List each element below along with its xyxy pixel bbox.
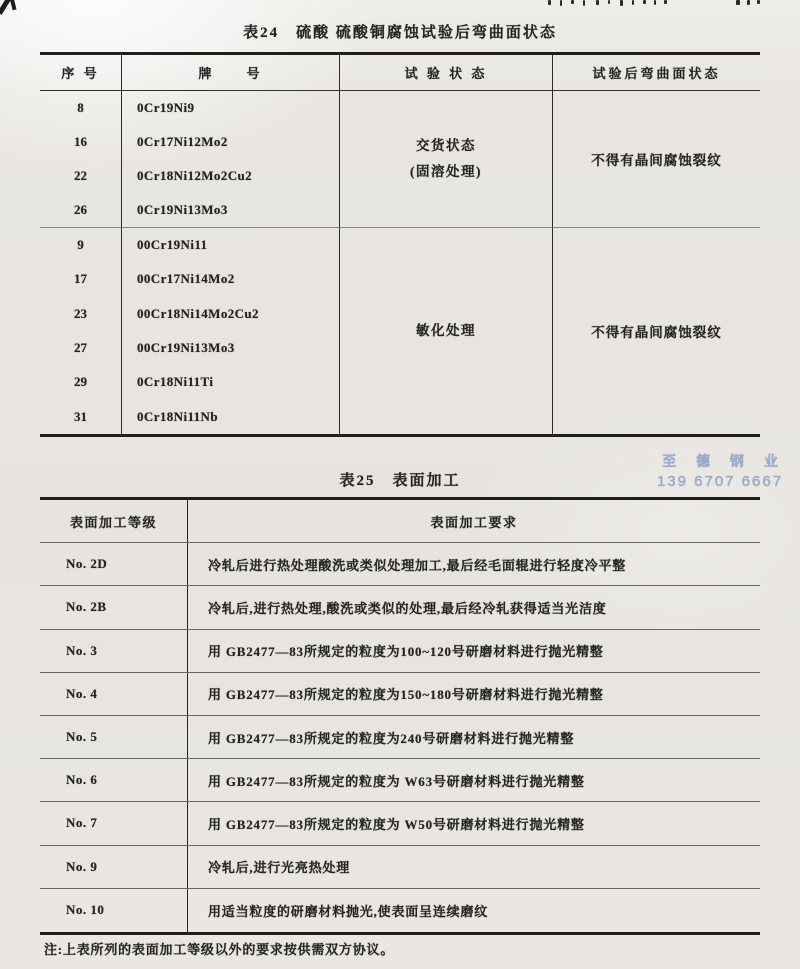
table24-header-serial: 序 号 xyxy=(40,55,122,91)
finish-grade: No. 6 xyxy=(40,759,188,801)
table-row xyxy=(40,846,760,889)
steel-grade: 0Cr18Ni11Ti xyxy=(137,374,214,390)
steel-grade: 0Cr18Ni12Mo2Cu2 xyxy=(137,168,253,183)
table-row xyxy=(40,586,760,629)
table24-group2-serials xyxy=(40,228,122,434)
table25-surface-finish xyxy=(40,497,760,935)
serial-number: 31 xyxy=(74,408,87,424)
table25-header-grade: 表面加工等级 xyxy=(40,500,188,542)
serial-number: 23 xyxy=(74,305,87,321)
table-row xyxy=(40,543,760,586)
finish-requirement: 用 GB2477—83所规定的粒度为150~180号研磨材料进行抛光精整 xyxy=(208,687,604,703)
finish-requirement: 冷轧后,进行光亮热处理 xyxy=(208,860,351,876)
finish-grade: No. 4 xyxy=(40,673,188,715)
steel-grade: 00Cr19Ni11 xyxy=(137,237,208,253)
table24-group1-test-state xyxy=(340,91,553,228)
table24-group1-result: 不得有晶间腐蚀裂纹 xyxy=(553,91,760,228)
watermark-phone-number: 139 6707 6667 xyxy=(656,473,784,490)
steel-grade: 00Cr18Ni14Mo2Cu2 xyxy=(137,305,259,321)
finish-grade: No. 9 xyxy=(40,846,188,888)
steel-grade: 00Cr19Ni13Mo3 xyxy=(137,340,235,356)
serial-number: 26 xyxy=(74,202,87,217)
finish-requirement: 用 GB2477—83所规定的粒度为 W50号研磨材料进行抛光精整 xyxy=(208,816,585,832)
steel-grade: 0Cr19Ni13Mo3 xyxy=(137,202,228,217)
table-row xyxy=(40,802,760,845)
table-row xyxy=(40,716,760,759)
table25-title: 表25 表面加工 xyxy=(339,473,461,489)
steel-grade: 0Cr19Ni9 xyxy=(137,100,195,115)
finish-requirement: 用 GB2477—83所规定的粒度为100~120号研磨材料进行抛光精整 xyxy=(208,644,604,660)
table24-title: 表24 硫酸 硫酸铜腐蚀试验后弯曲面状态 xyxy=(243,25,557,41)
serial-number: 27 xyxy=(74,340,87,356)
table-row xyxy=(40,759,760,802)
table24-group2-grades xyxy=(122,228,340,434)
table25-header-row xyxy=(40,500,760,543)
test-state-line: (固溶处理) xyxy=(410,164,482,179)
finish-requirement: 用 GB2477—83所规定的粒度为 W63号研磨材料进行抛光精整 xyxy=(208,773,585,789)
serial-number: 29 xyxy=(74,374,87,390)
table24-header-result: 试验后弯曲面状态 xyxy=(553,55,760,91)
serial-number: 22 xyxy=(74,168,87,183)
table-row xyxy=(40,889,760,932)
finish-grade: No. 10 xyxy=(40,889,188,932)
finish-grade: No. 3 xyxy=(40,630,188,672)
table24-header-test-state: 试 验 状 态 xyxy=(340,55,553,91)
table-row xyxy=(40,630,760,673)
table25-header-requirement: 表面加工要求 xyxy=(430,514,518,530)
table24-group1-serials xyxy=(40,91,122,228)
serial-number: 8 xyxy=(77,100,84,115)
test-state-line: 敏化处理 xyxy=(416,323,476,339)
finish-grade: No. 5 xyxy=(40,716,188,758)
serial-number: 17 xyxy=(74,271,87,287)
table24-group2-test-state xyxy=(340,228,553,434)
table24-group2-result: 不得有晶间腐蚀裂纹 xyxy=(591,325,722,340)
serial-number: 16 xyxy=(74,134,87,149)
finish-grade: No. 2D xyxy=(40,543,188,585)
serial-number: 9 xyxy=(77,237,84,253)
table24-corrosion-test xyxy=(40,52,760,437)
finish-requirement: 冷轧后进行热处理酸洗或类似处理加工,最后经毛面辊进行轻度冷平整 xyxy=(208,557,627,573)
finish-requirement: 用适当粒度的研磨材料抛光,使表面呈连续磨纹 xyxy=(208,903,489,919)
table24-group1-grades xyxy=(122,91,340,228)
table24-header-grade: 牌 号 xyxy=(122,55,340,91)
watermark-company-name: 至 德 钢 业 xyxy=(662,453,786,469)
finish-requirement: 冷轧后,进行热处理,酸洗或类似的处理,最后经冷轧获得适当光洁度 xyxy=(208,600,607,616)
steel-grade: 0Cr18Ni11Nb xyxy=(137,408,218,424)
finish-grade: No. 7 xyxy=(40,802,188,844)
finish-requirement: 用 GB2477—83所规定的粒度为240号研磨材料进行抛光精整 xyxy=(208,730,575,746)
table25-footnote: 注:上表所列的表面加工等级以外的要求按供需双方协议。 xyxy=(44,942,395,957)
steel-grade: 0Cr17Ni12Mo2 xyxy=(137,134,228,149)
table-row xyxy=(40,673,760,716)
finish-grade: No. 2B xyxy=(40,586,188,628)
test-state-line: 交货状态 xyxy=(416,138,476,154)
steel-grade: 00Cr17Ni14Mo2 xyxy=(137,271,235,287)
